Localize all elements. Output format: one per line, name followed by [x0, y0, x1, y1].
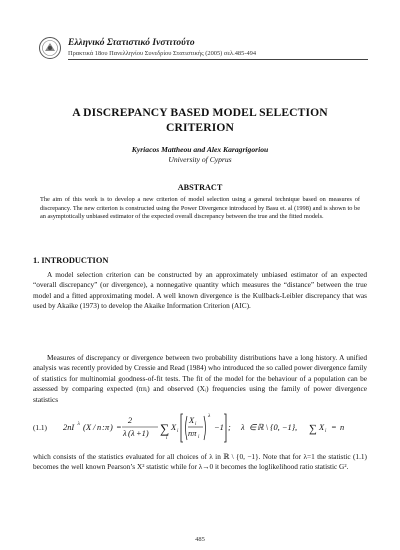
equation-1-1	[33, 408, 367, 450]
intro-paragraph-2: Measures of discrepancy or divergence between two probability distributions have a long history. A unified analysis was recently provided by Cressie and Read (1984) who introduced the so called power divergence family of statistics for multinomial goodness-of-fit tests. The fit of the model for the behaviour of a population can be assessed by comparing expected (nπᵢ) and observed (Xᵢ) frequencies using the family of power divergence statistics	[33, 353, 367, 404]
svg-text:i: i	[325, 429, 327, 434]
intro-paragraph-1: A model selection criterion can be constructed by an approximately unbiased estimator of an expected “overall discrepancy” (or divergence), a nonnegative quantity which measures the “distance” between the true model and a fitted approximating model. A well known divergence is the Kullback-Leibler discrepancy that was used by Akaike (1973) to develop the Akaike Information Criterion (AIC).	[33, 270, 367, 311]
paper-title	[20, 105, 380, 135]
svg-text:i: i	[166, 436, 168, 441]
svg-text:n: n	[340, 423, 345, 432]
svg-text:λ: λ	[131, 429, 135, 438]
svg-text:−1: −1	[214, 423, 224, 432]
authors: Kyriacos Mattheou and Alex Karagrigoriou	[131, 145, 269, 154]
power-divergence-formula	[63, 408, 363, 450]
svg-text:;: ;	[228, 423, 231, 432]
title-line-1: A DISCREPANCY BASED MODEL SELECTION	[72, 106, 328, 119]
svg-text:(: (	[128, 429, 131, 438]
svg-text:2: 2	[127, 416, 133, 425]
svg-text:+1): +1)	[136, 429, 149, 438]
svg-text:X: X	[319, 423, 325, 432]
proceedings-header	[38, 38, 378, 62]
svg-text:=: =	[116, 423, 122, 432]
section-heading: 1. INTRODUCTION	[33, 256, 109, 265]
svg-text:λ: λ	[208, 413, 211, 419]
svg-text:nπ: nπ	[188, 429, 197, 438]
svg-text:i: i	[177, 429, 179, 434]
header-rule	[68, 59, 368, 60]
svg-text:ℝ \ {0, −1},: ℝ \ {0, −1},	[257, 423, 298, 432]
svg-text:/: /	[93, 423, 96, 432]
svg-text:(: (	[83, 423, 86, 432]
svg-text:n: n	[97, 423, 102, 432]
svg-text:2nI: 2nI	[63, 423, 75, 432]
society-name: Ελληνικό Στατιστικό Ινστιτούτο	[68, 38, 195, 48]
svg-text::: :	[102, 423, 105, 432]
svg-text:=: =	[331, 423, 337, 432]
intro-paragraph-3: which consists of the statistics evaluated for all choices of λ in ℝ \ {0, −1}. Note that for λ=1 the statistic (1.1) becomes the well known Pearson’s X² statistic while for λ→0 it becomes the loglikelihood ratio statistic G².	[33, 452, 367, 472]
svg-text:∈: ∈	[249, 423, 257, 432]
equation-label: (1.1)	[33, 423, 47, 432]
svg-text:i: i	[198, 435, 200, 440]
society-logo-icon	[38, 36, 62, 60]
page-number: 485	[195, 536, 205, 543]
svg-text:λ: λ	[241, 423, 245, 432]
abstract-heading: ABSTRACT	[177, 183, 223, 192]
svg-text:i: i	[195, 422, 197, 427]
svg-text:λ: λ	[77, 421, 80, 427]
proceedings-reference: Πρακτικά 18ου Πανελληνίου Συνεδρίου Στατιστικής (2005) σελ.485-494	[68, 50, 257, 57]
svg-text:): )	[110, 423, 113, 432]
svg-text:∑: ∑	[160, 421, 170, 436]
svg-text:∑: ∑	[309, 423, 317, 435]
svg-text:X: X	[171, 423, 177, 432]
affiliation: University of Cyprus	[168, 155, 232, 164]
svg-text:λ: λ	[123, 429, 127, 438]
title-line-2: CRITERION	[166, 121, 234, 134]
svg-text:X: X	[189, 416, 195, 425]
abstract-text: The aim of this work is to develop a new criterion of model selection using a general technique based on measures of discrepancy. The new criterion is constructed using the Power Divergence introduced by Basu et. al (1998) and is shown to be an asymptotically unbiased estimator of the expected overall discrepancy between the true and the fitted models.	[40, 196, 360, 220]
svg-text:π: π	[105, 423, 110, 432]
svg-text:X: X	[86, 423, 92, 432]
